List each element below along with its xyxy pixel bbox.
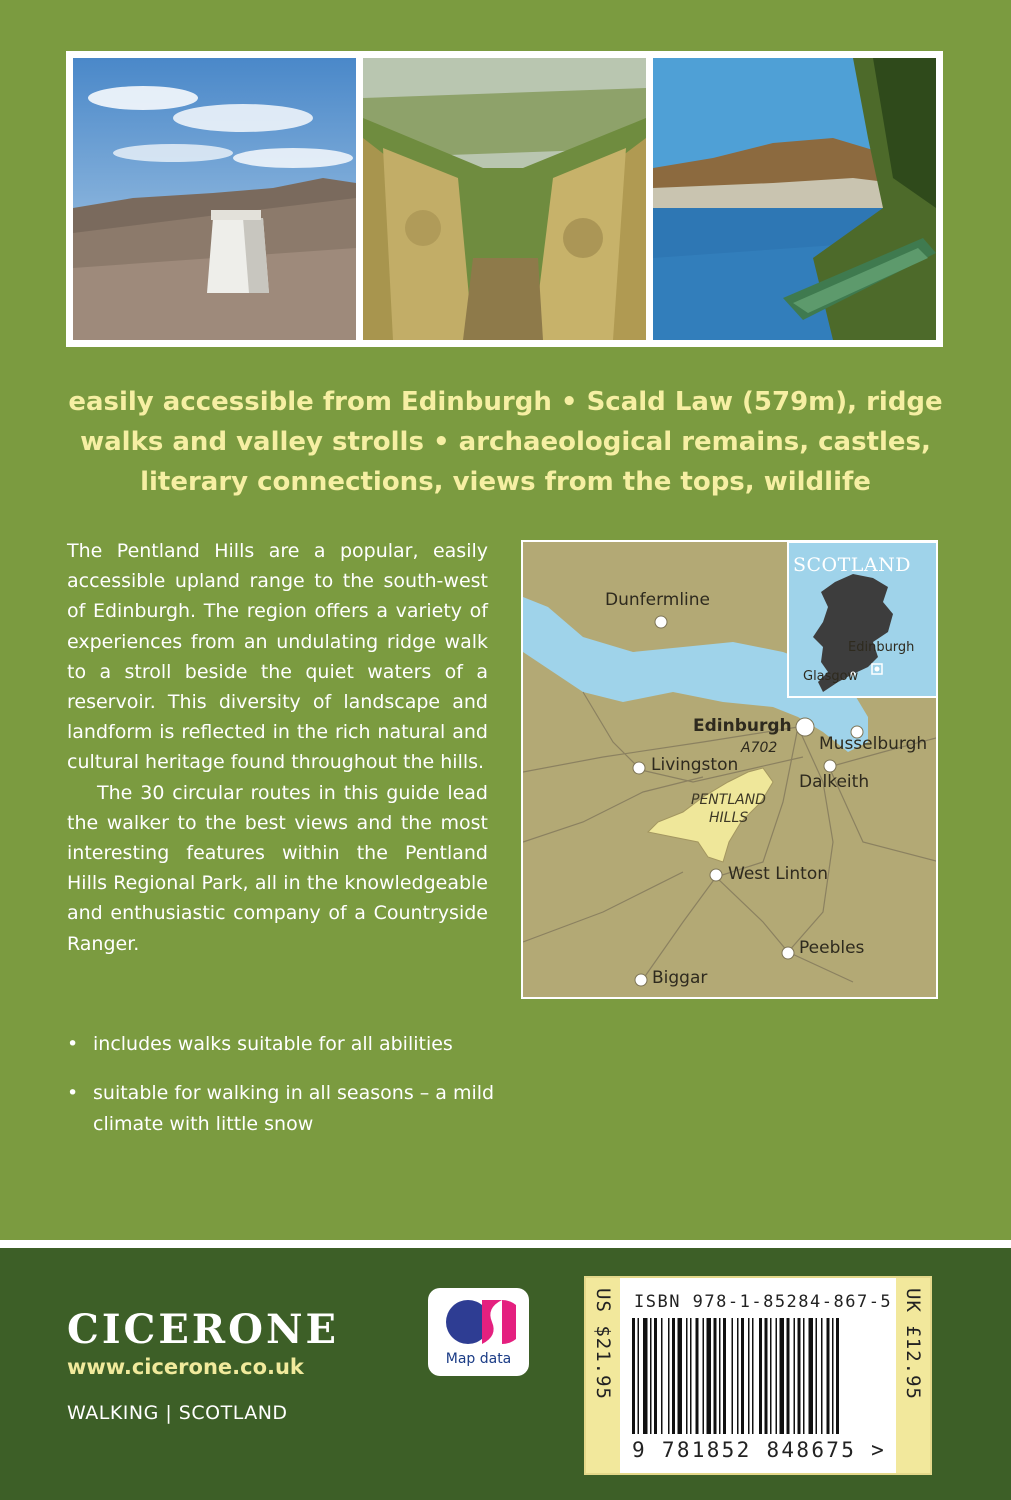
tagline-line-1: easily accessible from Edinburgh • Scald Law (579m), ridge [68,387,943,417]
bullet-marker: • [67,1033,79,1055]
feature-item [67,1078,497,1140]
barcode-bars [628,1318,892,1438]
barcode-bar [714,1318,717,1434]
barcode-bar [803,1318,805,1434]
barcode-bar [732,1318,734,1434]
isbn-barcode [584,1276,932,1475]
os-badge-label: Map data [445,1351,512,1367]
barcode-bar [770,1318,772,1434]
barcode-bar [752,1318,754,1434]
barcode-bar [737,1318,739,1434]
price-us: US $21.95 [592,1288,614,1400]
map-label-hills: HILLS [709,810,749,826]
book-category: WALKING | SCOTLAND [67,1402,288,1424]
barcode-bar [765,1318,768,1434]
map-label-dunfermline: Dunfermline [605,590,711,610]
isbn-number: ISBN 978-1-85284-867-5 [634,1292,893,1312]
barcode-bar [638,1318,640,1434]
barcode-bar [643,1318,648,1434]
inset-map-title: SCOTLAND [793,554,911,576]
map-label-musselburgh: Musselburgh [819,734,928,754]
os-logo-icon [442,1294,516,1350]
barcode-bar [780,1318,785,1434]
barcode-bar [672,1318,675,1434]
barcode-bar [816,1318,818,1434]
barcode-bar [707,1318,712,1434]
map-label-edinburgh: Edinburgh [693,716,792,736]
barcode-bar [678,1318,683,1434]
barcode-bar [827,1318,830,1434]
publisher-website: www.cicerone.co.uk [67,1355,304,1379]
price-strip-uk [896,1278,930,1473]
photo-strip [66,51,943,347]
tagline [50,382,961,502]
barcode-bar [690,1318,692,1434]
tagline-line-2: walks and valley strolls • archaeological remains, castles, [80,427,931,457]
feature-text: includes walks suitable for all abilities [93,1033,453,1055]
bullet-marker: • [67,1082,79,1104]
barcode-bar [703,1318,705,1434]
trig-point-photo [73,58,356,340]
barcode-bar [696,1318,699,1434]
feature-list [67,1029,497,1158]
feature-text: suitable for walking in all seasons – a mild climate with little snow [93,1082,495,1135]
tagline-line-3: literary connections, views from the tops, wildlife [140,467,871,497]
barcode-bar [686,1318,688,1434]
publisher-logo: CICERONE [67,1306,340,1353]
barcode-bar [836,1318,839,1434]
price-strip-us [586,1278,620,1473]
price-uk: UK £12.95 [902,1288,924,1400]
barcode-bar [798,1318,801,1434]
barcode-bar [787,1318,790,1434]
map-label-road-a702: A702 [741,740,778,756]
barcode-bar [748,1318,750,1434]
barcode-bar [794,1318,796,1434]
barcode-bar [723,1318,726,1434]
description-paragraph-1: The Pentland Hills are a popular, easily accessible upland range to the south-west of Edinburgh. The region offers a variety of experiences from an undulating ridge walk to a stroll beside the quiet waters of a reservoir. This diversity of landscape and landform is reflected in the rich natural and cultural heritage found throughout the hills. [67,540,488,774]
rock-gully-photo [363,58,646,340]
barcode-bar [821,1318,823,1434]
map-label-biggar: Biggar [652,968,708,988]
footer-divider [0,1240,1011,1248]
barcode-bar [776,1318,778,1434]
barcode-bar [832,1318,834,1434]
barcode-bar [759,1318,762,1434]
description-paragraph-2: The 30 circular routes in this guide lead the walker to the best views and the most interesting features within the Pentland Hills Regional Park, all in the knowledgeable and enthusiastic company of a Countryside Ranger. [67,781,488,955]
barcode-bar [809,1318,814,1434]
map-label-peebles: Peebles [799,938,865,958]
location-map [521,540,938,999]
map-label-pentland: PENTLAND [691,792,766,808]
barcode-bar [650,1318,652,1434]
barcode-bar [654,1318,657,1434]
publisher-footer [0,1248,1011,1500]
feature-item [67,1029,497,1060]
map-label-dalkeith: Dalkeith [799,772,870,792]
barcode-bar [719,1318,721,1434]
inset-label-edinburgh: Edinburgh [848,640,915,655]
map-label-livingston: Livingston [651,755,739,775]
barcode-bar [741,1318,744,1434]
barcode-bar [661,1318,663,1434]
barcode-digits: 9 781852 848675 > [632,1438,887,1462]
inset-label-glasgow: Glasgow [803,669,859,684]
os-map-data-badge [428,1288,529,1376]
barcode-bar [632,1318,635,1434]
map-label-west-linton: West Linton [728,864,829,884]
reservoir-boat-photo [653,58,936,340]
barcode-bar [668,1318,670,1434]
description [67,536,488,959]
